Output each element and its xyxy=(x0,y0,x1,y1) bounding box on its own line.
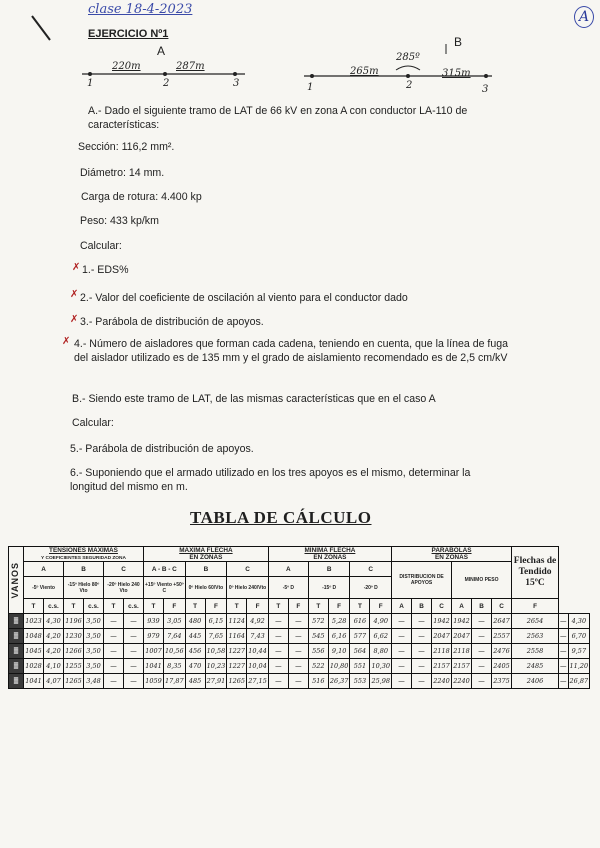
table-row xyxy=(9,629,590,644)
table-cell: 4,20 xyxy=(44,644,64,659)
table-cell: 1265 xyxy=(64,674,84,689)
zone-abc-max: A - B - C xyxy=(144,562,186,577)
column-label: T xyxy=(308,599,328,614)
table-cell: 1942 xyxy=(452,614,472,629)
table-cell: — xyxy=(412,644,432,659)
column-label: c.s. xyxy=(84,599,104,614)
table-cell: 4,92 xyxy=(247,614,269,629)
table-cell: 2485 xyxy=(512,659,559,674)
problem-intro: A.- Dado el siguiente tramo de LAT de 66 kV en zona A con conductor LA-110 de características: xyxy=(88,105,468,131)
group-parabolas: PARABOLAS EN ZONAS xyxy=(392,547,512,562)
check-mark-4: ✗ xyxy=(62,336,71,347)
table-cell: 2563 xyxy=(512,629,559,644)
support-a-1: 1 xyxy=(87,78,94,89)
table-cell: 8,80 xyxy=(370,644,392,659)
table-cell: — xyxy=(288,629,308,644)
column-label: F xyxy=(328,599,350,614)
table-cell: 551 xyxy=(350,659,370,674)
table-cell: — xyxy=(412,614,432,629)
table-cell: — xyxy=(288,644,308,659)
corner-mark: A xyxy=(574,6,594,28)
zone-a-min: A xyxy=(268,562,308,577)
table-cell: — xyxy=(559,629,569,644)
cond-c-min: -20º D xyxy=(350,577,392,599)
table-cell: 3,50 xyxy=(84,614,104,629)
column-label: T xyxy=(64,599,84,614)
table-cell: 2047 xyxy=(432,629,452,644)
cond-b-tens: -15º Hielo 80º Vto xyxy=(64,577,104,599)
table-cell: 17,87 xyxy=(164,674,186,689)
table-cell: 2375 xyxy=(492,674,512,689)
column-label: F xyxy=(370,599,392,614)
table-cell: 8,35 xyxy=(164,659,186,674)
zone-a-tensiones: A xyxy=(24,562,64,577)
question-3: 3.- Parábola de distribución de apoyos. xyxy=(80,316,264,328)
table-cell: 10,23 xyxy=(205,659,227,674)
column-label: F xyxy=(247,599,269,614)
table-cell: 6,70 xyxy=(568,629,590,644)
table-cell: — xyxy=(472,674,492,689)
table-cell: — xyxy=(392,659,412,674)
support-a-2: 2 xyxy=(163,78,170,89)
column-label: A xyxy=(452,599,472,614)
table-cell: 6,62 xyxy=(370,629,392,644)
vano-cell: ▓ xyxy=(9,614,24,629)
table-cell: — xyxy=(104,659,124,674)
table-cell: 5,28 xyxy=(328,614,350,629)
table-cell: — xyxy=(472,614,492,629)
table-cell: 10,58 xyxy=(205,644,227,659)
property-weight: Peso: 433 kp/km xyxy=(80,215,159,227)
table-cell: — xyxy=(268,644,288,659)
column-label: F xyxy=(512,599,559,614)
cond-a-tens: -5º Viento xyxy=(24,577,64,599)
zone-b-tensiones: B xyxy=(64,562,104,577)
column-label: c.s. xyxy=(124,599,144,614)
calculation-table xyxy=(8,546,590,689)
table-cell: 26,37 xyxy=(328,674,350,689)
table-cell: 2558 xyxy=(512,644,559,659)
column-label: C xyxy=(492,599,512,614)
column-label: T xyxy=(144,599,164,614)
check-mark-2: ✗ xyxy=(70,289,79,300)
table-cell: 2118 xyxy=(432,644,452,659)
support-a-3: 3 xyxy=(233,78,240,89)
table-cell: 480 xyxy=(185,614,205,629)
table-cell: — xyxy=(268,674,288,689)
table-cell: 9,57 xyxy=(568,644,590,659)
column-label: B xyxy=(412,599,432,614)
column-label: F xyxy=(205,599,227,614)
table-cell: 1230 xyxy=(64,629,84,644)
table-cell: — xyxy=(124,644,144,659)
group-max-flecha: MAXIMA FLECHA EN ZONAS xyxy=(144,547,269,562)
diagram-a-label: A xyxy=(157,44,166,58)
diagram-b-label: B xyxy=(454,35,463,49)
table-cell: 1041 xyxy=(144,659,164,674)
table-cell: 3,50 xyxy=(84,629,104,644)
table-cell: — xyxy=(104,629,124,644)
property-diameter: Diámetro: 14 mm. xyxy=(80,167,165,179)
table-cell: 4,20 xyxy=(44,629,64,644)
table-cell: — xyxy=(124,659,144,674)
table-cell: 1196 xyxy=(64,614,84,629)
table-cell: 456 xyxy=(185,644,205,659)
table-cell: 470 xyxy=(185,659,205,674)
question-4: 4.- Número de aisladores que forman cada cadena, teniendo en cuenta, que la línea de fuga del aislador utilizado es de 135 mm y el grado de aislamiento recomendado es de 2,5 cm/kV xyxy=(74,338,509,364)
table-cell: 27,15 xyxy=(247,674,269,689)
vano-cell: ▓ xyxy=(9,674,24,689)
table-cell: 1265 xyxy=(227,674,247,689)
table-cell: 7,65 xyxy=(205,629,227,644)
table-title: TABLA DE CÁLCULO xyxy=(190,508,372,527)
span-a-2: 287m xyxy=(176,61,205,72)
group-min-flecha: MINIMA FLECHA EN ZONAS xyxy=(268,547,391,562)
table-cell: — xyxy=(412,674,432,689)
table-row xyxy=(9,644,590,659)
span-b-1: 265m xyxy=(350,66,379,77)
check-mark-1: ✗ xyxy=(72,262,81,273)
table-cell: 7,64 xyxy=(164,629,186,644)
date-note: clase 18-4-2023 xyxy=(88,2,193,17)
table-cell: 1041 xyxy=(24,674,44,689)
table-cell: — xyxy=(559,659,569,674)
table-cell: 1942 xyxy=(432,614,452,629)
table-cell: 6,16 xyxy=(328,629,350,644)
table-cell: 1023 xyxy=(24,614,44,629)
table-cell: 10,56 xyxy=(164,644,186,659)
vanos-header: VANOS xyxy=(9,547,24,614)
table-cell: 2240 xyxy=(432,674,452,689)
column-label: A xyxy=(392,599,412,614)
column-label: T xyxy=(227,599,247,614)
table-cell: — xyxy=(472,629,492,644)
table-cell: — xyxy=(392,674,412,689)
table-cell: 2405 xyxy=(492,659,512,674)
table-cell: 1059 xyxy=(144,674,164,689)
table-cell: 564 xyxy=(350,644,370,659)
calc-label-b: Calcular: xyxy=(72,417,114,429)
zone-c-tensiones: C xyxy=(104,562,144,577)
check-mark-3: ✗ xyxy=(70,314,79,325)
diagram-b-angle: 285º xyxy=(396,52,420,63)
table-cell: — xyxy=(124,674,144,689)
table-cell: — xyxy=(392,644,412,659)
support-b-3: 3 xyxy=(482,84,489,95)
table-cell: 572 xyxy=(308,614,328,629)
table-cell: 1266 xyxy=(64,644,84,659)
table-cell: 4,90 xyxy=(370,614,392,629)
table-cell: 1048 xyxy=(24,629,44,644)
table-cell: — xyxy=(559,614,569,629)
group-tensiones: TENSIONES MAXIMAS Y COEFICIENTES SEGURIDAD ZONA xyxy=(24,547,144,562)
property-breaking-load: Carga de rotura: 4.400 kp xyxy=(81,191,202,203)
table-cell: 2240 xyxy=(452,674,472,689)
span-a-1: 220m xyxy=(112,61,141,72)
column-label: T xyxy=(24,599,44,614)
zone-b-max: B xyxy=(185,562,227,577)
table-cell: — xyxy=(392,614,412,629)
cond-abc-max: +15º Viento +50º C xyxy=(144,577,186,599)
vano-cell: ▓ xyxy=(9,659,24,674)
table-cell: 4,30 xyxy=(568,614,590,629)
table-cell: 516 xyxy=(308,674,328,689)
exercise-title: EJERCICIO Nº1 xyxy=(88,28,169,40)
table-cell: 4,07 xyxy=(44,674,64,689)
table-cell: 979 xyxy=(144,629,164,644)
span-b-2: 315m xyxy=(442,68,471,79)
table-cell: — xyxy=(104,674,124,689)
table-cell: 2118 xyxy=(452,644,472,659)
table-cell: — xyxy=(412,629,432,644)
pen-stroke-icon xyxy=(30,14,54,44)
table-cell: 3,50 xyxy=(84,659,104,674)
column-label: c.s. xyxy=(44,599,64,614)
zone-c-max: C xyxy=(227,562,269,577)
table-cell: 2557 xyxy=(492,629,512,644)
table-cell: 4,30 xyxy=(44,614,64,629)
table-cell: 25,98 xyxy=(370,674,392,689)
table-cell: 10,44 xyxy=(247,644,269,659)
table-cell: 553 xyxy=(350,674,370,689)
table-cell: 445 xyxy=(185,629,205,644)
column-label: T xyxy=(350,599,370,614)
table-cell: 1124 xyxy=(227,614,247,629)
table-cell: 10,30 xyxy=(370,659,392,674)
question-1: 1.- EDS% xyxy=(82,264,129,276)
table-cell: 10,04 xyxy=(247,659,269,674)
table-cell: — xyxy=(104,644,124,659)
table-cell: 3,05 xyxy=(164,614,186,629)
column-label: C xyxy=(432,599,452,614)
table-cell: 3,50 xyxy=(84,644,104,659)
table-cell: 1045 xyxy=(24,644,44,659)
table-cell: 9,10 xyxy=(328,644,350,659)
table-cell: — xyxy=(392,629,412,644)
column-label: F xyxy=(288,599,308,614)
zone-c-min: C xyxy=(350,562,392,577)
vano-cell: ▓ xyxy=(9,629,24,644)
table-cell: 2406 xyxy=(512,674,559,689)
cond-c-max: 0º Hielo 240/Vto xyxy=(227,577,269,599)
table-cell: — xyxy=(412,659,432,674)
table-cell: 2476 xyxy=(492,644,512,659)
table-cell: 1227 xyxy=(227,659,247,674)
column-label: T xyxy=(185,599,205,614)
table-cell: 2047 xyxy=(452,629,472,644)
part-b-intro: B.- Siendo este tramo de LAT, de las mismas características que en el caso A xyxy=(72,393,436,405)
table-cell: 2647 xyxy=(492,614,512,629)
table-cell: 556 xyxy=(308,644,328,659)
table-cell: — xyxy=(268,614,288,629)
table-cell: 10,80 xyxy=(328,659,350,674)
table-cell: 2157 xyxy=(452,659,472,674)
table-cell: 6,15 xyxy=(205,614,227,629)
table-cell: 1164 xyxy=(227,629,247,644)
table-cell: — xyxy=(472,659,492,674)
table-cell: 2157 xyxy=(432,659,452,674)
column-label: T xyxy=(104,599,124,614)
support-b-2: 2 xyxy=(406,80,413,91)
table-cell: 939 xyxy=(144,614,164,629)
cond-distribucion: DISTRIBUCION DE APOYOS xyxy=(392,562,452,599)
table-cell: 3,48 xyxy=(84,674,104,689)
table-cell: — xyxy=(559,644,569,659)
table-row xyxy=(9,659,590,674)
table-cell: 7,43 xyxy=(247,629,269,644)
table-cell: 522 xyxy=(308,659,328,674)
column-label: F xyxy=(164,599,186,614)
table-cell: — xyxy=(288,659,308,674)
table-cell: — xyxy=(124,629,144,644)
table-cell: 577 xyxy=(350,629,370,644)
diagram-b-line xyxy=(300,44,500,90)
question-2: 2.- Valor del coeficiente de oscilación al viento para el conductor dado xyxy=(80,292,408,304)
cond-b-min: -15º D xyxy=(308,577,350,599)
table-cell: — xyxy=(268,659,288,674)
cond-minimo-peso: MINIMO PESO xyxy=(452,562,512,599)
question-5: 5.- Parábola de distribución de apoyos. xyxy=(70,443,254,455)
table-cell: 1255 xyxy=(64,659,84,674)
table-cell: — xyxy=(288,614,308,629)
group-flechas-tendido: Flechas de Tendido 15ºC xyxy=(512,547,559,599)
support-b-1: 1 xyxy=(307,82,314,93)
column-label: T xyxy=(268,599,288,614)
table-cell: 11,20 xyxy=(568,659,590,674)
column-label-row xyxy=(9,599,590,614)
zone-b-min: B xyxy=(308,562,350,577)
cond-b-max: 0º Hielo 60/Vto xyxy=(185,577,227,599)
vano-cell: ▓ xyxy=(9,644,24,659)
table-cell: — xyxy=(124,614,144,629)
table-cell: 616 xyxy=(350,614,370,629)
column-label: B xyxy=(472,599,492,614)
table-cell: 1028 xyxy=(24,659,44,674)
table-cell: — xyxy=(104,614,124,629)
cond-c-tens: -20º Hielo 240 Vto xyxy=(104,577,144,599)
table-cell: — xyxy=(288,674,308,689)
table-cell: — xyxy=(559,674,569,689)
table-cell: 1007 xyxy=(144,644,164,659)
table-cell: — xyxy=(472,644,492,659)
table-cell: 27,91 xyxy=(205,674,227,689)
table-cell: 485 xyxy=(185,674,205,689)
table-cell: 4,10 xyxy=(44,659,64,674)
table-cell: 2654 xyxy=(512,614,559,629)
cond-a-min: -5º D xyxy=(268,577,308,599)
table-row xyxy=(9,674,590,689)
property-section: Sección: 116,2 mm². xyxy=(78,141,175,153)
table-cell: 26,87 xyxy=(568,674,590,689)
calc-label: Calcular: xyxy=(80,240,122,252)
table-cell: 1227 xyxy=(227,644,247,659)
table-row xyxy=(9,614,590,629)
question-6: 6.- Suponiendo que el armado utilizado en los tres apoyos es el mismo, determinar la longitud del mismo en m. xyxy=(70,467,471,493)
table-cell: — xyxy=(268,629,288,644)
table-cell: 545 xyxy=(308,629,328,644)
